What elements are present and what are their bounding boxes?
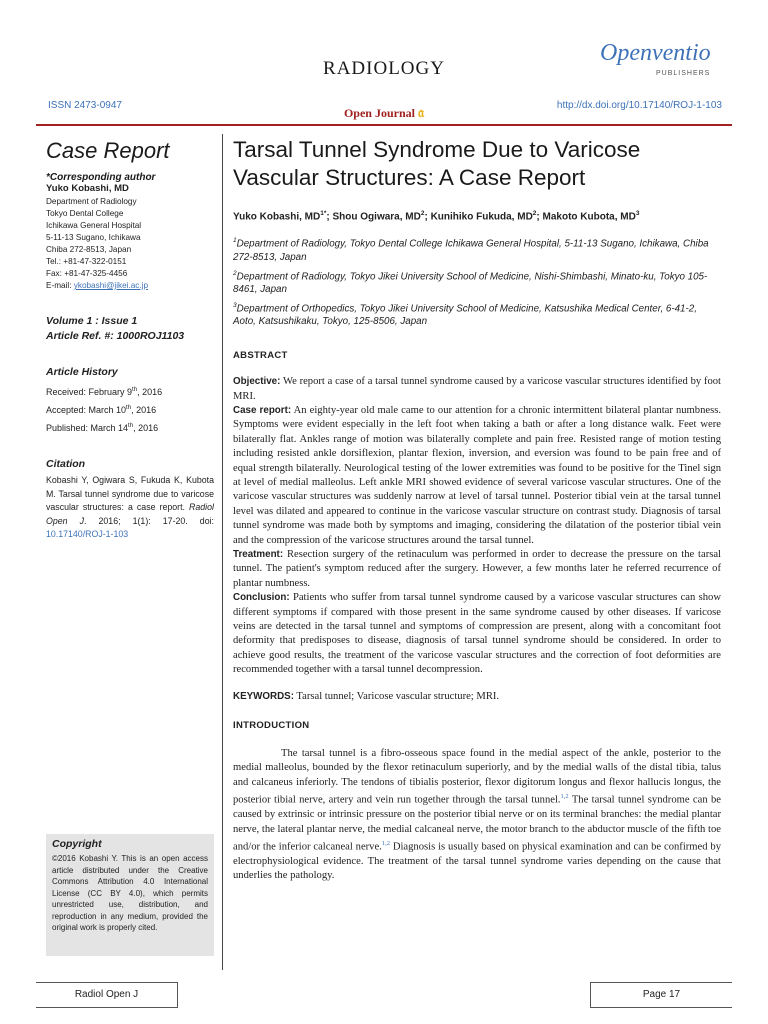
received-date: Received: February 9th, 2016: [46, 387, 163, 397]
abstract-conclusion: Conclusion: Patients who suffer from tarsal tunnel syndrome caused by a varicose vascular structures can show different symptoms if compared with those present in the same syndrome caused by other diseases. If varicose veins are detected in the tarsal tunnel and symptoms of compression are present, along with a concomitant foot deformity that predisposes to disease, diagnosis of tarsal tunnel syndrome should be considered. In order to achieve good results, the treatment of the varicose vascular structures and the correction of foot deformities are recommended together with a tarsal tunnel decompression.: [233, 592, 721, 676]
citation-doi-link[interactable]: 10.17140/ROJ-1-103: [46, 529, 129, 540]
address-line: Department of Radiology: [46, 197, 137, 206]
open-journal-text: Open Journal: [343, 106, 415, 120]
journal-name: RADIOLOGY: [323, 58, 445, 79]
email-label: E-mail:: [46, 281, 74, 290]
doi-link[interactable]: http://dx.doi.org/10.17140/ROJ-1-103: [556, 100, 722, 111]
volume-info: [46, 314, 214, 344]
abstract-treatment: Treatment: Resection surgery of the retinaculum was performed in order to decrease the pressure on the tarsal tunnel. The patient's symptom reduced after the surgery. However, a few months later he referred recurrence of plantar numbness.: [233, 549, 721, 589]
affiliation: $^2$Department of Radiology, Tokyo Jikei University School of Medicine, Nishi-Shimbashi, Minato-ku, Tokyo 105-8461, Japan: [233, 269, 708, 295]
column-divider: [222, 134, 223, 970]
article-type: Case Report: [46, 138, 170, 163]
keywords: KEYWORDS: Tarsal tunnel; Varicose vascular structure; MRI.: [233, 690, 500, 702]
address-line: Tel.: +81-47-322-0151: [46, 257, 127, 266]
article-main: [233, 136, 721, 884]
email-line: [46, 280, 214, 292]
introduction-heading: INTRODUCTION: [233, 720, 310, 732]
copyright-title: Copyright: [52, 838, 102, 850]
header-divider: [36, 124, 732, 126]
reference-link[interactable]: 1,2: [381, 840, 390, 848]
corresponding-author-name: Yuko Kobashi, MD: [46, 183, 129, 194]
abstract-objective: Objective: We report a case of a tarsal tunnel syndrome caused by a varicose vascular structures identified by foot MRI.: [233, 376, 721, 402]
affiliation: $^1$Department of Radiology, Tokyo Dental College Ichikawa General Hospital, 5-11-13 Sugano, Ichikawa, Chiba 272-8513, Japan: [233, 237, 709, 263]
open-journal-label: [0, 106, 768, 122]
citation-title: Citation: [46, 458, 86, 470]
address-line: Ichikawa General Hospital: [46, 221, 142, 230]
abstract-heading: ABSTRACT: [233, 350, 288, 362]
email-link[interactable]: ykobashi@jikei.ac.jp: [73, 281, 149, 290]
article-title: Tarsal Tunnel Syndrome Due to Varicose Vascular Structures: A Case Report: [233, 137, 641, 190]
published-date: Published: March 14th, 2016: [46, 423, 159, 433]
author-list: Yuko Kobashi, $MD^{1*}$; Shou Ogiwara, $MD^2$; Kunihiko Fukuda, $MD^2$; Makoto Kubota, $MD^3$: [233, 210, 640, 223]
address-line: Tokyo Dental College: [46, 209, 124, 218]
sidebar: [46, 138, 214, 542]
footer-page-number: Page 17: [590, 982, 732, 1008]
accepted-date: Accepted: March 10th, 2016: [46, 405, 157, 415]
logo-subtitle: PUBLISHERS: [656, 70, 711, 77]
copyright-text: ©2016 Kobashi Y. This is an open access article distributed under the Creative Commons Attribution 4.0 International License (CC BY 4.0), which permits unrestricted use, distribution, and reproduction in any medium, provided the original work is properly cited.: [52, 854, 208, 932]
issn: ISSN 2473-0947: [48, 100, 122, 111]
introduction-paragraph: The tarsal tunnel is a fibro-osseous space found in the medial aspect of the ankle, posterior to the medial malleolus, bounded by the flexor retinaculum superiorly, and by the medial walls of the distal tibia, talus and calcaneus inferiorly. The tendons of tibialis posterior, flexor digitorum longus and flexor hallucis longus, the posterior tibial nerve, artery and vein run together through the tarsal tunnel.$^{1,2}$ The tarsal tunnel syndrome can be caused by extrinsic or intrinsic pressure on the posterior tibial nerve or on its terminal branches: the medial plantar nerve, the lateral plantar nerve, the medial calcaneal nerve, the motor branch to the abductor muscle of the fifth toe and/or the inferior calcaneal nerve.$^{1,2}$ Diagnosis is usually based on physical examination and can be confirmed by electrophysiological evidence. The treatment of the tarsal tunnel syndrome varies depending on the cause that underlies the pathology.: [233, 748, 721, 882]
open-access-icon: 𝔞: [417, 106, 425, 121]
address-line: Chiba 272-8513, Japan: [46, 245, 132, 254]
citation-text: Kobashi Y, Ogiwara S, Fukuda K, Kubota M. Tarsal tunnel syndrome due to varicose vascular structures: a case report. Radiol Open J. 2016; 1(1): 17-20. doi: 10.17140/ROJ-1-103: [46, 475, 214, 540]
address-line: Fax: +81-47-325-4456: [46, 269, 128, 278]
logo-wordmark: Openventio: [600, 40, 711, 66]
abstract-case-report: Case report: An eighty-year old male came to our attention for a chronic intermittent bilateral plantar numbness. Symptoms were evident especially in the left foot when taking a bath or after a long distance walk. Feet were bilaterally flat. Ankles range of motion was bilaterally complete and pain free. Resisted range of motion testing including resisted ankle dorsiflexion, plantar flexion, inversion, and eversion was found to be pain free and of equal strength bilaterally. Neurological testing of the lower extremities was found to be positive for the Tinel sign at level of medial malleolus. Left ankle MRI showed evidence of several varicose vascular structures. One of the varicose vascular structures was suddenly narrow at level of tarsal tunnel. Posterior tibial vein at the tarsal tunnel level was dilated and appeared to continue in the varicose vascular structure on contrast study. Diagnosis of tarsal tunnel syndrome was made both by symptoms and imaging, considering the dilatation of the posterior tibial vein and the compression of the varicose structures around the tarsal tunnel.: [233, 404, 721, 546]
article-history-title: Article History: [46, 366, 118, 378]
volume-issue: Volume 1 : Issue 1: [46, 315, 138, 327]
article-ref: Article Ref. #: 1000ROJ1103: [46, 330, 185, 342]
footer-journal: Radiol Open J: [36, 982, 178, 1008]
reference-link[interactable]: 1,2: [560, 793, 569, 801]
copyright-box: [46, 834, 214, 956]
address-line: 5-11-13 Sugano, Ichikawa: [46, 233, 141, 242]
affiliation: $^3$Department of Orthopedics, Tokyo Jikei University School of Medicine, Katsushika Medical Center, 6-41-2, Aoto, Katsushikaku, Tokyo, 125-8506, Japan: [233, 301, 697, 328]
corresponding-author-title: *Corresponding author: [46, 172, 156, 183]
publisher-logo[interactable]: [600, 40, 740, 88]
